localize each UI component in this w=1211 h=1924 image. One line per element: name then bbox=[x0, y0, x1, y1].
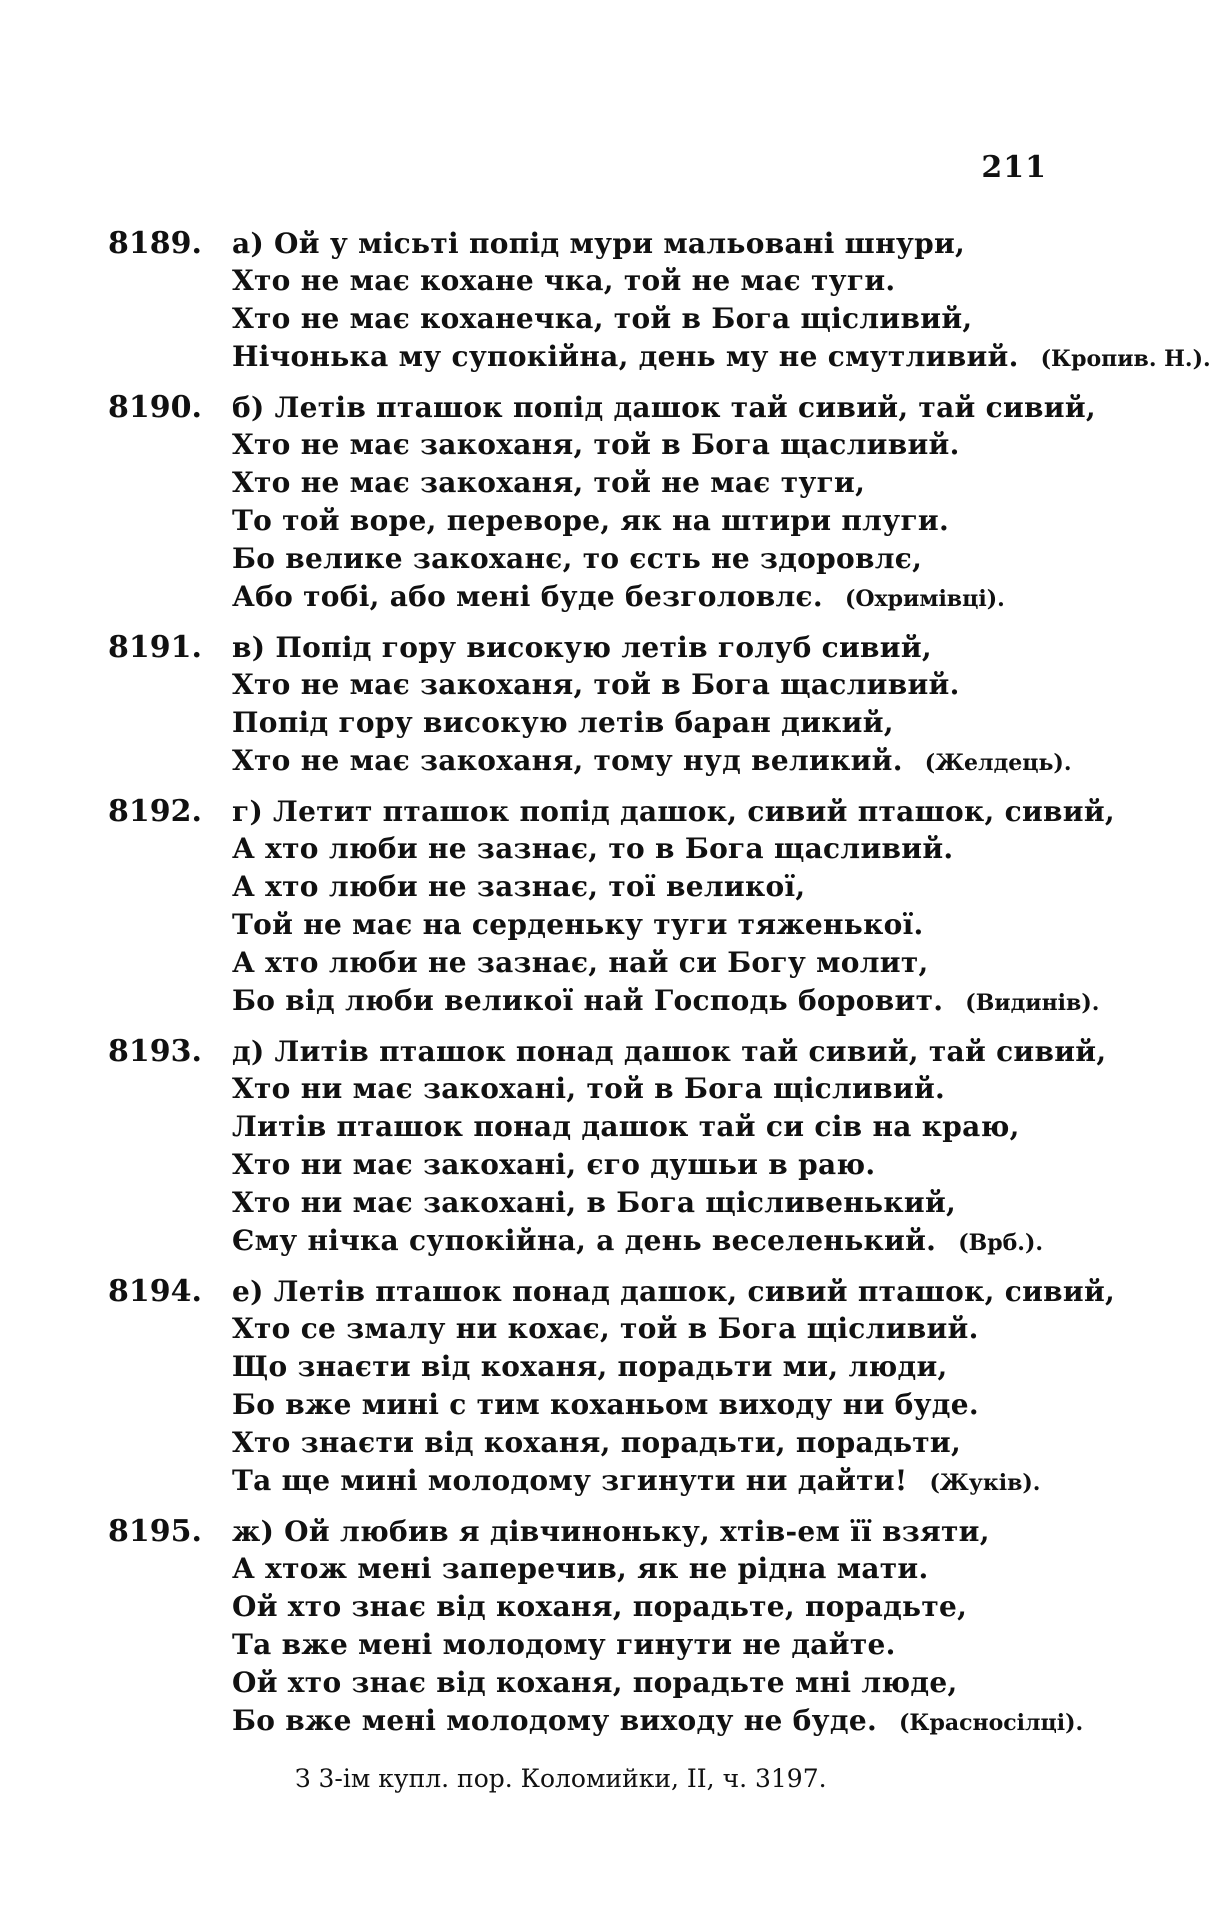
song-entry bbox=[108, 1274, 1116, 1502]
verse-row bbox=[108, 946, 1088, 984]
verse-row bbox=[108, 1072, 1088, 1110]
verse-line: Ой хто знає від коханя, порадьте мні люде, bbox=[232, 1666, 958, 1699]
verse-line: Хто не має закоханя, той в Бога щасливий. bbox=[232, 668, 960, 701]
verse-row bbox=[108, 504, 1088, 542]
song-entry bbox=[108, 794, 1115, 1022]
verse-line: Бо вже мині с тим коханьом виходу ни буде. bbox=[232, 1388, 979, 1421]
source-attribution: (Красносілці). bbox=[899, 1710, 1084, 1736]
verse-row bbox=[108, 908, 1088, 946]
verse-line: А хтож мені заперечив, як не рідна мати. bbox=[232, 1552, 929, 1585]
verse-line: Хто не має коханечка, той в Бога щісливий, bbox=[232, 302, 973, 335]
verse-row bbox=[108, 744, 1088, 782]
verse-line: Бо вже мені молодому виходу не буде. bbox=[232, 1704, 878, 1737]
source-attribution: (Жуків). bbox=[929, 1470, 1041, 1496]
verse-line: Єму нічка супокійна, а день веселенький. bbox=[232, 1224, 937, 1257]
verse-row bbox=[108, 1426, 1088, 1464]
verse-row bbox=[108, 794, 1115, 832]
verse-row bbox=[108, 542, 1088, 580]
verse-line: Хто ни має закохані, єго душьи в раю. bbox=[232, 1148, 876, 1181]
verse-line: А хто люби не зазнає, то в Бога щасливий. bbox=[232, 832, 954, 865]
verse-line: е) Летів пташок понад дашок, сивий пташок, сивий, bbox=[232, 1275, 1116, 1308]
verse-line: Хто ни має закохані, в Бога щісливенький, bbox=[232, 1186, 957, 1219]
verse-line: Хто ни має закохані, той в Бога щісливий. bbox=[232, 1072, 946, 1105]
verse-row bbox=[108, 706, 1088, 744]
verse-row bbox=[108, 1274, 1116, 1312]
verse-line: А хто люби не зазнає, най си Богу молит, bbox=[232, 946, 929, 979]
verse-row bbox=[108, 1224, 1088, 1262]
verse-line: Та вже мені молодому гинути не дайте. bbox=[232, 1628, 896, 1661]
source-attribution: (Желдець). bbox=[924, 750, 1072, 776]
verse-row bbox=[108, 984, 1100, 1022]
song-entry bbox=[108, 630, 1088, 782]
verse-line: в) Попід гору високую летів голуб сивий, bbox=[232, 631, 932, 664]
verse-line: д) Литів пташок понад дашок тай сивий, тай сивий, bbox=[232, 1035, 1107, 1068]
verse-line: а) Ой у місьті попід мури мальовані шнури, bbox=[232, 227, 966, 260]
verse-row bbox=[108, 1312, 1088, 1350]
verse-line: А хто люби не зазнає, тої великої, bbox=[232, 870, 806, 903]
source-attribution: (Врб.). bbox=[958, 1230, 1044, 1256]
footnote: З 3-ім купл. пор. Коломийки, II, ч. 3197. bbox=[295, 1764, 827, 1793]
verse-line: Хто не має закоханя, тому нуд великий. bbox=[232, 744, 903, 777]
entry-number: 8192. bbox=[108, 794, 202, 829]
verse-row bbox=[108, 1552, 1088, 1590]
verse-line: Нічонька му супокійна, день му не смутливий. bbox=[232, 340, 1019, 373]
song-entry bbox=[108, 1034, 1107, 1262]
verse-line: Бо від люби великої най Господь боровит. bbox=[232, 984, 944, 1017]
verse-line: г) Летит пташок попід дашок, сивий пташок, сивий, bbox=[232, 795, 1115, 828]
verse-line: Попід гору високую летів баран дикий, bbox=[232, 706, 894, 739]
verse-row bbox=[108, 1148, 1088, 1186]
entry-number: 8191. bbox=[108, 630, 202, 665]
verse-row bbox=[108, 428, 1088, 466]
verse-row bbox=[108, 1034, 1107, 1072]
verse-line: ж) Ой любив я дівчиноньку, хтів-ем її взяти, bbox=[232, 1515, 990, 1548]
source-attribution: (Охримівці). bbox=[844, 586, 1005, 612]
verse-line: Той не має на серденьку туги тяженької. bbox=[232, 908, 924, 941]
verse-row bbox=[108, 302, 1088, 340]
verse-line: Бо велике закоханє, то єсть не здоровлє, bbox=[232, 542, 923, 575]
song-entry bbox=[108, 390, 1096, 618]
verse-row bbox=[108, 1514, 1088, 1552]
verse-row bbox=[108, 226, 1088, 264]
entry-number: 8195. bbox=[108, 1514, 202, 1549]
verse-line: б) Летів пташок попід дашок тай сивий, тай сивий, bbox=[232, 391, 1096, 424]
verse-line: Хто не має закоханя, той не має туги, bbox=[232, 466, 866, 499]
verse-line: Що знаєти від коханя, порадьти ми, люди, bbox=[232, 1350, 948, 1383]
song-entry bbox=[108, 226, 1211, 378]
verse-row bbox=[108, 580, 1088, 618]
page-number: 211 bbox=[981, 150, 1047, 185]
verse-line: Литів пташок понад дашок тай си сів на краю, bbox=[232, 1110, 1020, 1143]
source-attribution: (Видинів). bbox=[965, 990, 1100, 1016]
verse-row bbox=[108, 1350, 1088, 1388]
verse-row bbox=[108, 1704, 1088, 1742]
verse-row bbox=[108, 264, 1088, 302]
verse-row bbox=[108, 870, 1088, 908]
song-entry bbox=[108, 1514, 1088, 1742]
song-entries bbox=[108, 226, 1211, 1754]
verse-line: Та ще мині молодому згинути ни дайти! bbox=[232, 1464, 908, 1497]
verse-row bbox=[108, 1464, 1088, 1502]
verse-row bbox=[108, 1186, 1088, 1224]
verse-row bbox=[108, 390, 1096, 428]
verse-row bbox=[108, 668, 1088, 706]
verse-row bbox=[108, 1666, 1088, 1704]
verse-row bbox=[108, 340, 1211, 378]
verse-line: Хто знаєти від коханя, порадьти, порадьти, bbox=[232, 1426, 962, 1459]
verse-row bbox=[108, 1628, 1088, 1666]
verse-row bbox=[108, 1590, 1088, 1628]
verse-line: Хто не має закоханя, той в Бога щасливий. bbox=[232, 428, 960, 461]
verse-line: Або тобі, або мені буде безголовлє. bbox=[232, 580, 823, 613]
entry-number: 8189. bbox=[108, 226, 202, 261]
verse-row bbox=[108, 630, 1088, 668]
verse-row bbox=[108, 1388, 1088, 1426]
entry-number: 8194. bbox=[108, 1274, 202, 1309]
verse-line: Ой хто знає від коханя, порадьте, порадьте, bbox=[232, 1590, 968, 1623]
source-attribution: (Кропив. Н.). bbox=[1040, 346, 1211, 372]
verse-row bbox=[108, 832, 1088, 870]
entry-number: 8190. bbox=[108, 390, 202, 425]
verse-line: Хто се змалу ни кохає, той в Бога щісливий. bbox=[232, 1312, 979, 1345]
verse-line: То той воре, переворе, як на штири плуги. bbox=[232, 504, 950, 537]
verse-row bbox=[108, 1110, 1088, 1148]
entry-number: 8193. bbox=[108, 1034, 202, 1069]
verse-row bbox=[108, 466, 1088, 504]
verse-line: Хто не має кохане чка, той не має туги. bbox=[232, 264, 896, 297]
